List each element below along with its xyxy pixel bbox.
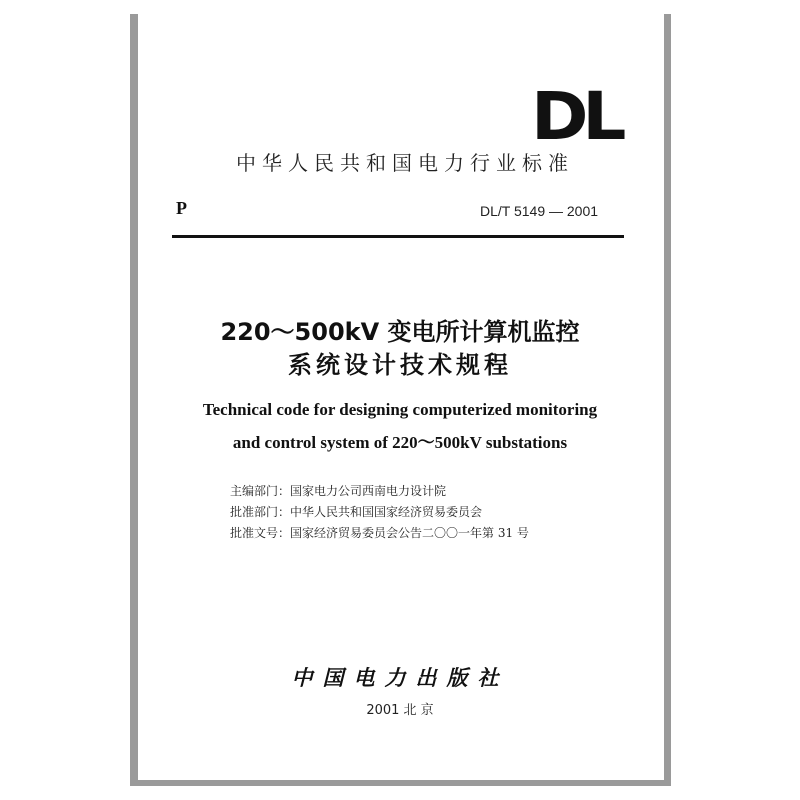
header-rule [172, 235, 624, 238]
title-en-line1: Technical code for designing computerized monitoring [202, 400, 598, 419]
standard-number: DL/T 5149 — 2001 [480, 203, 599, 219]
approval-doc-line: 批准文号：国家经济贸易委员会公告二〇〇一年第 31 号 [230, 526, 529, 540]
dl-logo: DL [531, 78, 621, 155]
title-cn-line2: 系统设计技术规程 [288, 351, 512, 379]
title-en-line2: and control system of 220～500kV substations [232, 433, 568, 452]
place-year: 2001 北 京 [366, 703, 434, 718]
publisher-name: 中国电力出版社 [291, 665, 509, 690]
title-cn-line1: 220～500kV 变电所计算机监控 [220, 318, 580, 346]
book-shadow-bottom [130, 780, 671, 786]
class-letter: P [176, 198, 187, 218]
approver-line: 批准部门：中华人民共和国国家经济贸易委员会 [230, 505, 483, 519]
editor-line: 主编部门：国家电力公司西南电力设计院 [230, 484, 447, 498]
standard-category: 中华人民共和国电力行业标准 [236, 151, 574, 175]
